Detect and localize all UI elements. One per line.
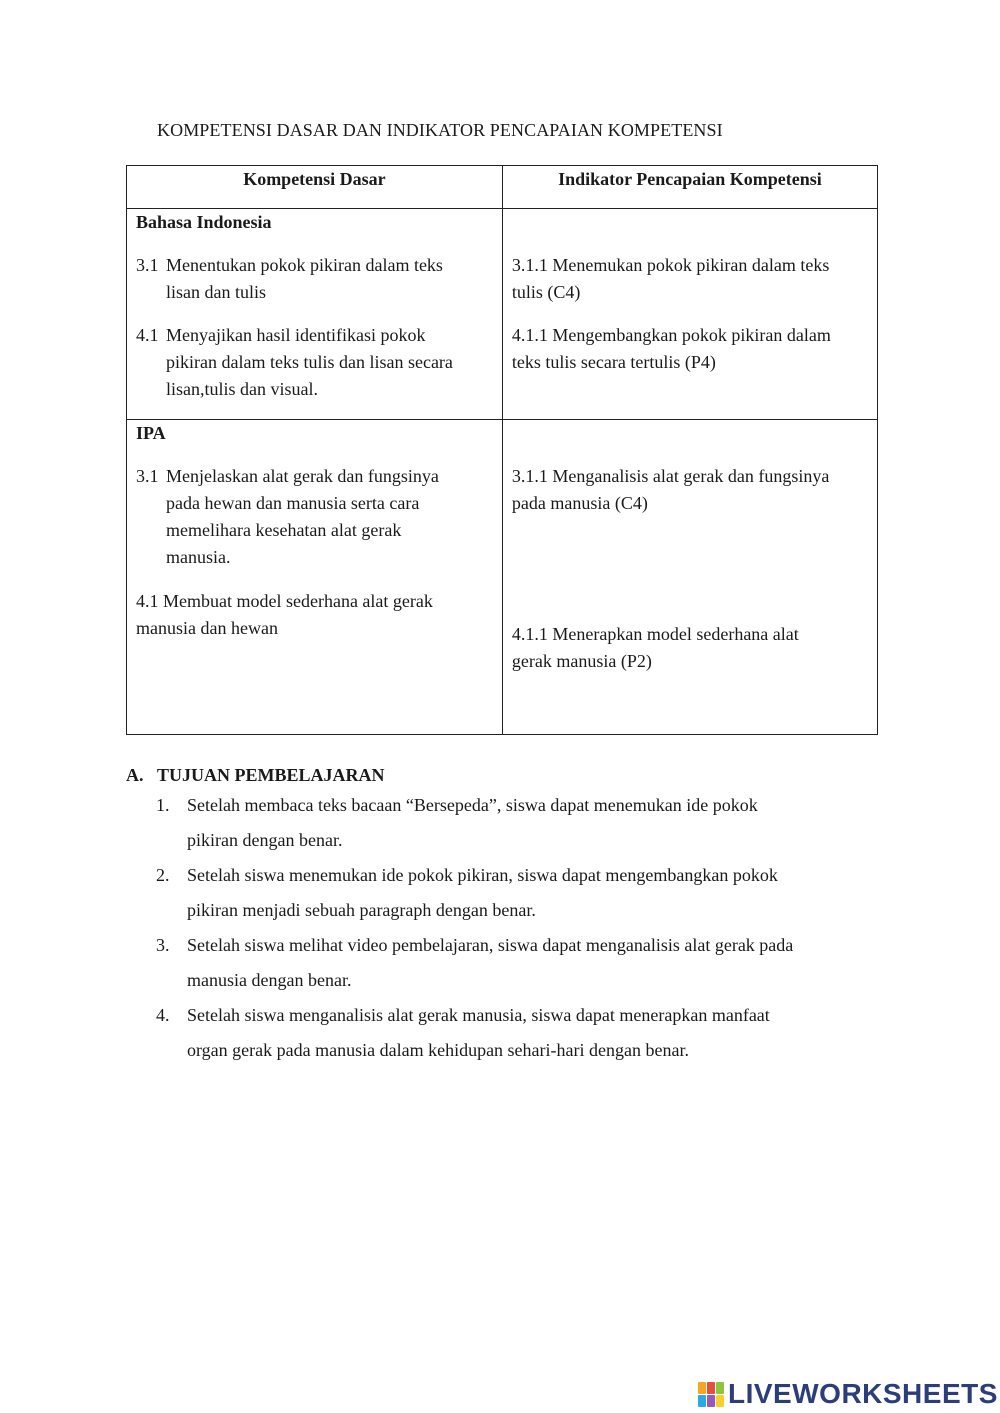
- indicator-item: [512, 621, 868, 675]
- table-row-bahasa-indonesia: [127, 209, 878, 420]
- table-header-row: [127, 166, 878, 209]
- kd-number: 4.1: [136, 325, 159, 345]
- kd-text: 4.1 Membuat model sederhana alat gerak manusia dan hewan: [136, 591, 433, 638]
- kd-text-line1: Menjelaskan alat gerak dan fungsinya: [166, 466, 439, 486]
- list-line1: Setelah siswa melihat video pembelajaran, siswa dapat menganalisis alat gerak pada: [187, 935, 794, 955]
- indicator-line1: 4.1.1 Menerapkan model sederhana alat: [511, 624, 799, 644]
- kd-cell-ipa: [127, 420, 503, 735]
- list-line2: pikiran dengan benar.: [187, 830, 343, 850]
- list-line1: Setelah siswa menemukan ide pokok pikiran, siswa dapat mengembangkan pokok: [187, 865, 778, 885]
- indicator-line2: gerak manusia (P2): [511, 651, 652, 671]
- kd-text-line1: Menyajikan hasil identifikasi pokok: [166, 325, 426, 345]
- competency-table: [126, 165, 878, 735]
- list-line1: Setelah membaca teks bacaan “Bersepeda”, siswa dapat menemukan ide pokok: [187, 795, 758, 815]
- liveworksheets-watermark: [698, 1378, 998, 1410]
- table-row-ipa: [127, 420, 878, 735]
- header-indikator: Indikator Pencapaian Kompetensi: [502, 166, 877, 209]
- list-line1: Setelah siswa menganalisis alat gerak manusia, siswa dapat menerapkan manfaat: [187, 1005, 770, 1025]
- kd-cell-bahasa-indonesia: [127, 209, 503, 420]
- indicator-line2: pada manusia (C4): [511, 493, 648, 513]
- kd-number: 3.1: [136, 255, 159, 275]
- indicator-line1: 3.1.1 Menemukan pokok pikiran dalam teks: [511, 255, 830, 275]
- list-line2: organ gerak pada manusia dalam kehidupan sehari-hari dengan benar.: [187, 1040, 689, 1060]
- logo-tile: [707, 1382, 715, 1394]
- logo-tile: [716, 1395, 724, 1407]
- list-item: [126, 998, 878, 1068]
- list-number: 3.: [156, 935, 170, 955]
- indicator-item: [512, 463, 868, 517]
- kd-text-rest: pikiran dalam teks tulis dan lisan secara lisan,tulis dan visual.: [166, 352, 453, 399]
- logo-tile: [716, 1382, 724, 1394]
- watermark-text: LIVEWORKSHEETS: [728, 1378, 998, 1409]
- kd-text-rest: pada hewan dan manusia serta cara memelihara kesehatan alat gerak manusia.: [166, 493, 420, 567]
- list-number: 4.: [156, 1005, 170, 1025]
- logo-tile: [698, 1395, 706, 1407]
- indicator-item: [512, 322, 868, 376]
- kd-item: [136, 322, 493, 403]
- kd-number: 3.1: [136, 466, 159, 486]
- logo-tile: [707, 1395, 715, 1407]
- subject-label: IPA: [136, 423, 166, 443]
- list-number: 2.: [156, 865, 170, 885]
- list-number: 1.: [156, 795, 170, 815]
- indicator-line2: teks tulis secara tertulis (P4): [511, 352, 716, 372]
- section-heading: [126, 762, 878, 788]
- indicator-line1: 3.1.1 Menganalisis alat gerak dan fungsinya: [511, 466, 830, 486]
- list-item: [126, 788, 878, 858]
- list-item: [126, 858, 878, 928]
- section-letter: A.: [126, 765, 144, 785]
- kd-item: [136, 588, 481, 642]
- objectives-list: [126, 788, 878, 1068]
- indicator-line2: tulis (C4): [511, 282, 581, 302]
- list-item: [126, 928, 878, 998]
- indicator-item: [512, 252, 868, 306]
- logo-tile: [698, 1382, 706, 1394]
- indicator-line1: 4.1.1 Mengembangkan pokok pikiran dalam: [511, 325, 831, 345]
- kd-text-line1: Menentukan pokok pikiran dalam teks: [166, 255, 443, 275]
- header-kompetensi-dasar: Kompetensi Dasar: [127, 166, 503, 209]
- section-title: TUJUAN PEMBELAJARAN: [157, 765, 385, 785]
- kd-item: [136, 463, 493, 571]
- subject-label: Bahasa Indonesia: [136, 212, 272, 232]
- learning-objectives-section: [126, 762, 878, 1068]
- list-line2: manusia dengan benar.: [187, 970, 352, 990]
- kd-item: [136, 252, 493, 306]
- indicator-cell-ipa: [502, 420, 877, 735]
- kd-text-rest: lisan dan tulis: [166, 282, 266, 302]
- indicator-cell-bahasa-indonesia: [502, 209, 877, 420]
- document-title: KOMPETENSI DASAR DAN INDIKATOR PENCAPAIAN KOMPETENSI: [157, 120, 723, 140]
- liveworksheets-logo-icon: [698, 1382, 724, 1407]
- list-line2: pikiran menjadi sebuah paragraph dengan benar.: [187, 900, 536, 920]
